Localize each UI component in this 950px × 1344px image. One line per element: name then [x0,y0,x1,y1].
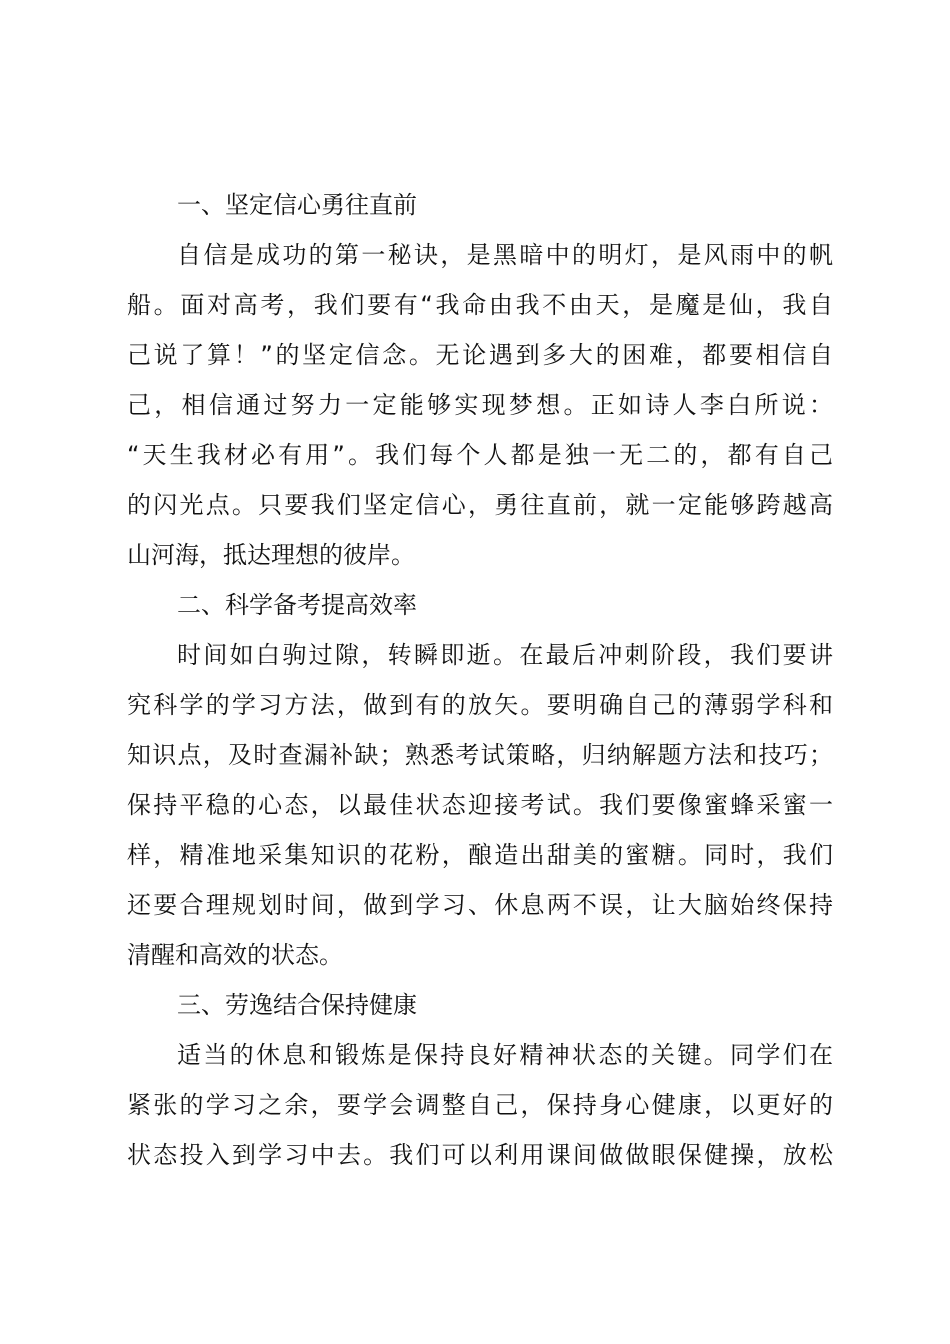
section-heading-3: 三、劳逸结合保持健康 [177,991,417,1019]
section-heading-2: 二、科学备考提高效率 [177,591,417,619]
paragraph-line: 保持平稳的心态，以最佳状态迎接考试。我们要像蜜蜂采蜜一 [127,791,833,819]
paragraph-line: “天生我材必有用”。我们每个人都是独一无二的，都有自己 [127,441,833,469]
document-body [127,180,833,1180]
paragraph-line: 样，精准地采集知识的花粉，酿造出甜美的蜜糖。同时，我们 [127,841,833,869]
paragraph-line: 适当的休息和锻炼是保持良好精神状态的关键。同学们在 [177,1041,833,1069]
paragraph-line: 清醒和高效的状态。 [127,941,343,969]
paragraph-line: 山河海，抵达理想的彼岸。 [127,541,415,569]
paragraph-line: 时间如白驹过隙，转瞬即逝。在最后冲刺阶段，我们要讲 [177,641,833,669]
paragraph-line: 己，相信通过努力一定能够实现梦想。正如诗人李白所说： [127,391,833,419]
paragraph-line: 船。面对高考，我们要有“我命由我不由天，是魔是仙，我自 [127,291,833,319]
paragraph-line: 自信是成功的第一秘诀，是黑暗中的明灯，是风雨中的帆 [177,241,833,269]
paragraph-line: 的闪光点。只要我们坚定信心，勇往直前，就一定能够跨越高 [127,491,833,519]
paragraph-line: 知识点，及时查漏补缺；熟悉考试策略，归纳解题方法和技巧； [127,741,833,769]
section-heading-1: 一、坚定信心勇往直前 [177,191,417,219]
paragraph-line: 紧张的学习之余，要学会调整自己，保持身心健康，以更好的 [127,1091,833,1119]
section-paragraph-3 [127,1030,833,1180]
paragraph-line: 己说了算！”的坚定信念。无论遇到多大的困难，都要相信自 [127,341,833,369]
section-paragraph-1 [127,230,833,580]
paragraph-line: 究科学的学习方法，做到有的放矢。要明确自己的薄弱学科和 [127,691,833,719]
paragraph-line: 还要合理规划时间，做到学习、休息两不误，让大脑始终保持 [127,891,833,919]
paragraph-line: 状态投入到学习中去。我们可以利用课间做做眼保健操，放松 [127,1141,833,1169]
section-paragraph-2 [127,630,833,980]
